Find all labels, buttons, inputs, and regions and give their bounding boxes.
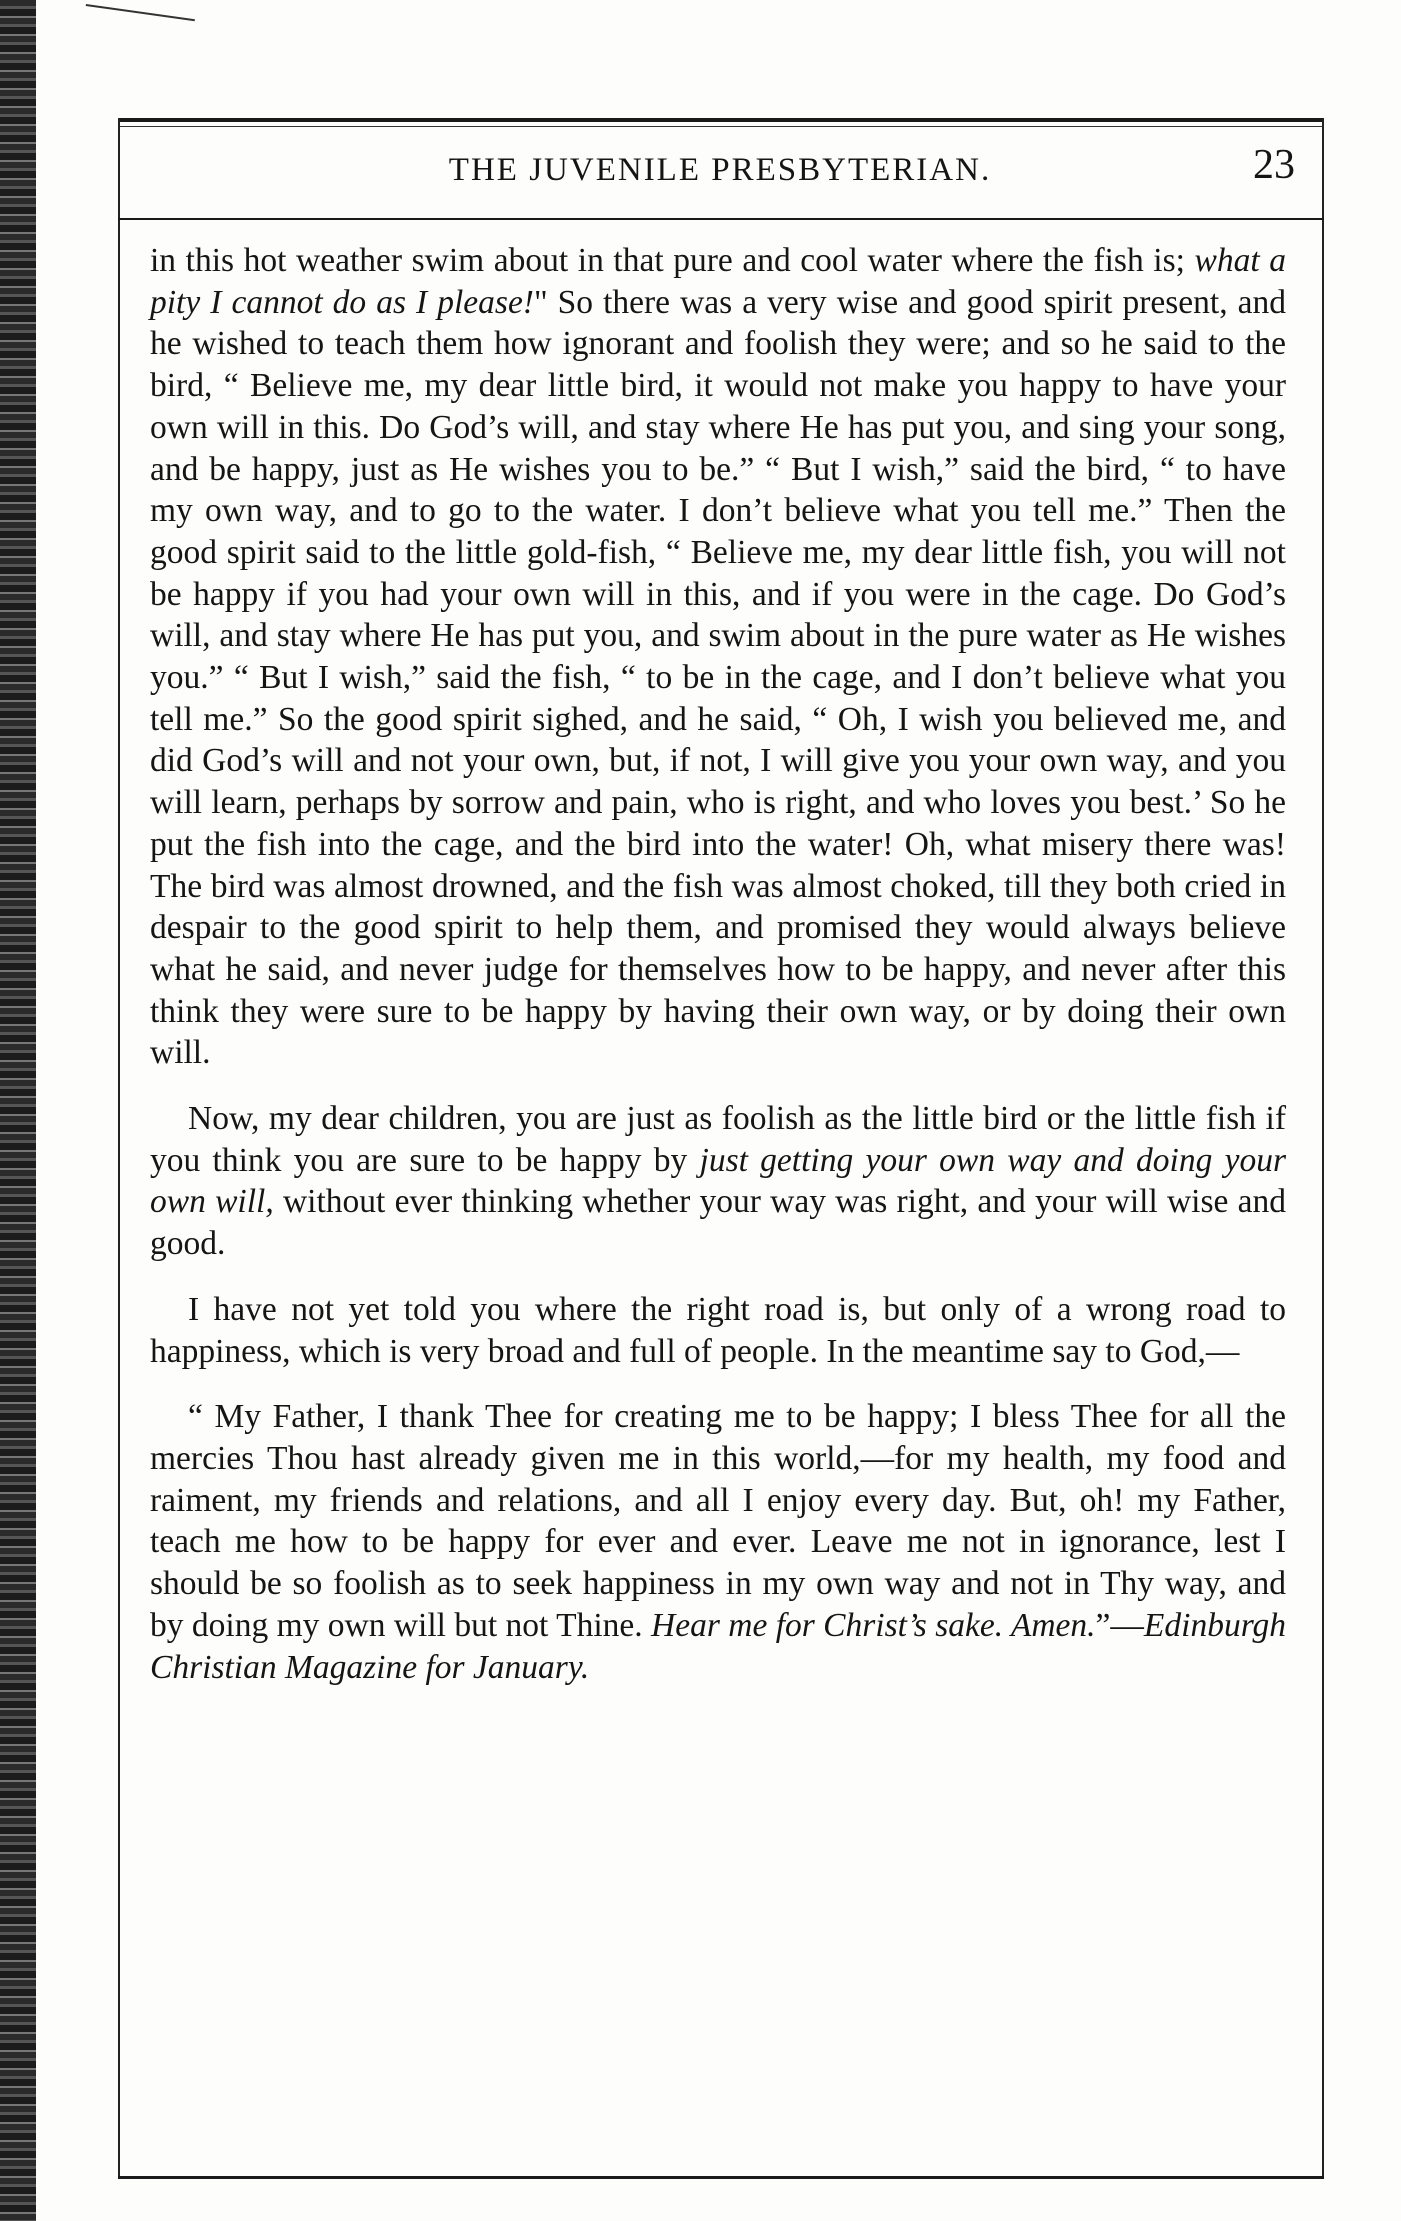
paragraph-2-italic: just getting your own way and doing your own will, [150, 1141, 1286, 1221]
header-rule [118, 218, 1324, 220]
paragraph-3 [150, 1289, 1286, 1372]
book-binding-edge [0, 0, 36, 2221]
paragraph-1-text-b: " So there was a very wise and good spirit present, and he wished to teach them how ignorant and foolish they were; and so he said to the bird, “ Believe me, my dear little bird, it would not make you happy to have your own will in this. Do God’s will, and stay where He has put you, and sing your song, and be happy, just as He wishes you to be.” “ But I wish,” said the bird, “ to have my own way, and to go to the water. I don’t believe what you tell me.” Then the good spirit said to the little gold-fish, “ Believe me, my dear little fish, you will not be happy if you had your own will in this, and if you were in the cage. Do God’s will, and stay where He has put you, and swim about in the pure water as He wishes you.” “ But I wish,” said the fish, “ to be in the cage, and I don’t believe what you tell me.” So the good spirit sighed, and he said, “ Oh, I wish you believed me, and did God’s will and not your own, but, if not, I will give you your own way, and you will learn, perhaps by sorrow and pain, who is right, and who loves you best.’ So he put the fish into the cage, and the bird into the water! Oh, what misery there was! The bird was almost drowned, and the fish was almost choked, till they both cried in despair to the good spirit to help them, and promised they would always believe what he said, and never judge for themselves how to be happy, and never after this think they were sure to be happy by having their own way, or by doing their own will. [150, 283, 1286, 1072]
prayer-paragraph [150, 1396, 1286, 1688]
paragraph-1-text-a: in this hot weather swim about in that pure and cool water where the fish is; [150, 242, 1195, 279]
paragraph-1 [150, 240, 1286, 1074]
prayer-text: “ My Father, I thank Thee for creating me to be happy; I bless Thee for all the mercies Thou hast already given me in this world,—for my health, my food and raiment, my friends and relations, and all I enjoy every day. But, oh! my Father, teach me how to be happy for ever and ever. Leave me not in ignorance, lest I should be so foolish as to seek happiness in my own way and not in Thy way, and by doing my own will but not Thine. [150, 1398, 1286, 1644]
bottom-rule [118, 2176, 1324, 2179]
prayer-dash: ”— [1095, 1606, 1144, 1644]
paragraph-2-text-b: without ever thinking whether your way was right, and your will wise and good. [150, 1183, 1286, 1263]
paragraph-3-text: I have not yet told you where the right road is, but only of a wrong road to happiness, which is very broad and full of people. In the meantime say to God,— [150, 1290, 1286, 1370]
paragraph-2-text-a: Now, my dear children, you are just as foolish as the little bird or the little fish if you think you are sure to be happy by [150, 1100, 1286, 1179]
running-title: THE JUVENILE PRESBYTERIAN. [448, 152, 992, 188]
prayer-closing: Hear me for Christ’s sake. Amen. [651, 1606, 1096, 1644]
source-citation: Edinburgh Christian Magazine for January. [150, 1606, 1286, 1686]
article-body [150, 240, 1286, 1688]
paragraph-1-italic: what a pity I cannot do as I please! [150, 242, 1286, 321]
page-number: 23 [1253, 142, 1295, 188]
scan-mark [81, 4, 195, 55]
paragraph-2 [150, 1098, 1286, 1265]
